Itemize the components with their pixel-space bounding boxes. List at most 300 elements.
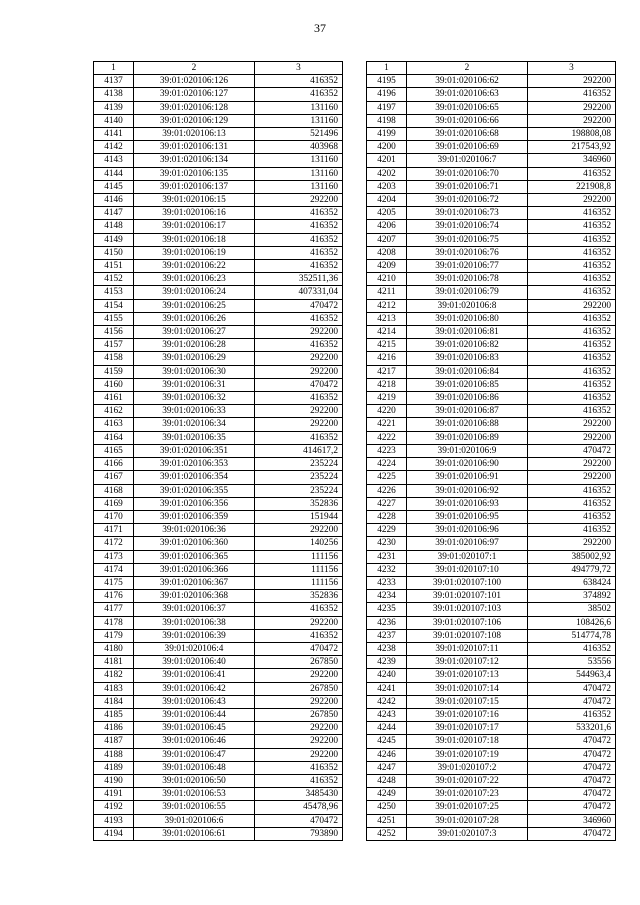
row-number-cell: 4161 — [94, 392, 134, 405]
cadastral-number-cell: 39:01:020106:126 — [134, 75, 255, 88]
cadastral-number-cell: 39:01:020107:18 — [407, 735, 528, 748]
cadastral-number-cell: 39:01:020106:61 — [134, 827, 255, 840]
table-row — [94, 708, 343, 721]
row-number-cell: 4179 — [94, 629, 134, 642]
table-row — [367, 128, 616, 141]
row-number-cell: 4219 — [367, 392, 407, 405]
table-row — [367, 827, 616, 840]
cadastral-number-cell: 39:01:020107:1 — [407, 550, 528, 563]
table-row — [367, 180, 616, 193]
table-row — [367, 312, 616, 325]
cadastral-number-cell: 39:01:020106:65 — [407, 101, 528, 114]
table-row — [367, 682, 616, 695]
table-row — [94, 537, 343, 550]
value-cell: 292200 — [528, 418, 616, 431]
value-cell: 416352 — [528, 510, 616, 523]
value-cell: 416352 — [528, 497, 616, 510]
value-cell: 470472 — [528, 735, 616, 748]
row-number-cell: 4181 — [94, 656, 134, 669]
table-row — [367, 497, 616, 510]
value-cell: 470472 — [528, 695, 616, 708]
cadastral-number-cell: 39:01:020106:33 — [134, 405, 255, 418]
table-row — [367, 563, 616, 576]
cadastral-number-cell: 39:01:020106:43 — [134, 695, 255, 708]
cadastral-number-cell: 39:01:020106:70 — [407, 167, 528, 180]
cadastral-number-cell: 39:01:020106:84 — [407, 365, 528, 378]
row-number-cell: 4217 — [367, 365, 407, 378]
table-row — [367, 444, 616, 457]
row-number-cell: 4147 — [94, 207, 134, 220]
cadastral-number-cell: 39:01:020106:42 — [134, 682, 255, 695]
value-cell: 416352 — [528, 378, 616, 391]
cadastral-number-cell: 39:01:020106:137 — [134, 180, 255, 193]
row-number-cell: 4190 — [94, 774, 134, 787]
value-cell: 470472 — [528, 788, 616, 801]
cadastral-number-cell: 39:01:020107:3 — [407, 827, 528, 840]
table-row — [367, 458, 616, 471]
row-number-cell: 4242 — [367, 695, 407, 708]
cadastral-number-cell: 39:01:020106:79 — [407, 286, 528, 299]
cadastral-number-cell: 39:01:020106:6 — [134, 814, 255, 827]
table-row — [367, 326, 616, 339]
row-number-cell: 4150 — [94, 246, 134, 259]
cadastral-number-cell: 39:01:020106:31 — [134, 378, 255, 391]
row-number-cell: 4168 — [94, 484, 134, 497]
table-row — [94, 286, 343, 299]
row-number-cell: 4212 — [367, 299, 407, 312]
value-cell: 494779,72 — [528, 563, 616, 576]
cadastral-number-cell: 39:01:020106:13 — [134, 128, 255, 141]
table-row — [367, 471, 616, 484]
row-number-cell: 4145 — [94, 180, 134, 193]
table-row — [367, 616, 616, 629]
value-cell: 267850 — [255, 708, 343, 721]
row-number-cell: 4191 — [94, 788, 134, 801]
cadastral-number-cell: 39:01:020107:28 — [407, 814, 528, 827]
value-cell: 111156 — [255, 563, 343, 576]
table-row — [367, 722, 616, 735]
table-row — [94, 629, 343, 642]
cadastral-number-cell: 39:01:020107:14 — [407, 682, 528, 695]
cadastral-number-cell: 39:01:020107:16 — [407, 708, 528, 721]
row-number-cell: 4158 — [94, 352, 134, 365]
value-cell: 416352 — [528, 88, 616, 101]
value-cell: 533201,6 — [528, 722, 616, 735]
table-row — [94, 418, 343, 431]
table-row — [367, 246, 616, 259]
row-number-cell: 4235 — [367, 603, 407, 616]
cadastral-number-cell: 39:01:020107:25 — [407, 801, 528, 814]
value-cell: 3485430 — [255, 788, 343, 801]
cadastral-number-cell: 39:01:020106:131 — [134, 141, 255, 154]
cadastral-number-cell: 39:01:020106:366 — [134, 563, 255, 576]
row-number-cell: 4167 — [94, 471, 134, 484]
table-row — [367, 75, 616, 88]
table-row — [94, 497, 343, 510]
cadastral-number-cell: 39:01:020106:80 — [407, 312, 528, 325]
row-number-cell: 4200 — [367, 141, 407, 154]
table-row — [94, 471, 343, 484]
cadastral-number-cell: 39:01:020106:26 — [134, 312, 255, 325]
table-row — [94, 603, 343, 616]
row-number-cell: 4221 — [367, 418, 407, 431]
row-number-cell: 4209 — [367, 260, 407, 273]
row-number-cell: 4244 — [367, 722, 407, 735]
value-cell: 416352 — [528, 524, 616, 537]
cadastral-number-cell: 39:01:020107:12 — [407, 656, 528, 669]
table-row — [94, 312, 343, 325]
value-cell: 470472 — [255, 378, 343, 391]
cadastral-number-cell: 39:01:020106:91 — [407, 471, 528, 484]
table-row — [367, 365, 616, 378]
value-cell: 793890 — [255, 827, 343, 840]
cadastral-number-cell: 39:01:020107:101 — [407, 590, 528, 603]
cadastral-number-cell: 39:01:020106:354 — [134, 471, 255, 484]
row-number-cell: 4224 — [367, 458, 407, 471]
table-row — [94, 814, 343, 827]
row-number-cell: 4194 — [94, 827, 134, 840]
row-number-cell: 4174 — [94, 563, 134, 576]
value-cell: 292200 — [255, 669, 343, 682]
value-cell: 108426,6 — [528, 616, 616, 629]
value-cell: 416352 — [528, 365, 616, 378]
value-cell: 470472 — [528, 444, 616, 457]
value-cell: 235224 — [255, 484, 343, 497]
row-number-cell: 4249 — [367, 788, 407, 801]
table-row — [94, 524, 343, 537]
table-row — [94, 616, 343, 629]
table-row — [94, 801, 343, 814]
value-cell: 416352 — [255, 207, 343, 220]
table-row — [367, 735, 616, 748]
table-row — [367, 629, 616, 642]
table-row — [367, 748, 616, 761]
value-cell: 131160 — [255, 167, 343, 180]
table-row — [367, 207, 616, 220]
cadastral-number-cell: 39:01:020106:351 — [134, 444, 255, 457]
row-number-cell: 4139 — [94, 101, 134, 114]
row-number-cell: 4155 — [94, 312, 134, 325]
value-cell: 352836 — [255, 497, 343, 510]
cadastral-number-cell: 39:01:020106:360 — [134, 537, 255, 550]
table-row — [94, 642, 343, 655]
row-number-cell: 4170 — [94, 510, 134, 523]
value-cell: 346960 — [528, 814, 616, 827]
row-number-cell: 4141 — [94, 128, 134, 141]
table-row — [94, 656, 343, 669]
table-row — [94, 405, 343, 418]
cadastral-number-cell: 39:01:020107:19 — [407, 748, 528, 761]
cadastral-number-cell: 39:01:020106:22 — [134, 260, 255, 273]
value-cell: 416352 — [528, 220, 616, 233]
cadastral-number-cell: 39:01:020107:103 — [407, 603, 528, 616]
value-cell: 544963,4 — [528, 669, 616, 682]
table-row — [94, 114, 343, 127]
value-cell: 414617,2 — [255, 444, 343, 457]
value-cell: 416352 — [528, 260, 616, 273]
value-cell: 416352 — [255, 431, 343, 444]
table-row — [367, 418, 616, 431]
table-row — [94, 141, 343, 154]
row-number-cell: 4144 — [94, 167, 134, 180]
value-cell: 292200 — [528, 75, 616, 88]
row-number-cell: 4208 — [367, 246, 407, 259]
row-number-cell: 4143 — [94, 154, 134, 167]
cadastral-number-cell: 39:01:020106:29 — [134, 352, 255, 365]
cadastral-number-cell: 39:01:020106:35 — [134, 431, 255, 444]
row-number-cell: 4152 — [94, 273, 134, 286]
table-row — [94, 246, 343, 259]
table-row — [94, 273, 343, 286]
row-number-cell: 4223 — [367, 444, 407, 457]
cadastral-number-cell: 39:01:020106:62 — [407, 75, 528, 88]
value-cell: 292200 — [255, 352, 343, 365]
value-cell: 217543,92 — [528, 141, 616, 154]
row-number-cell: 4164 — [94, 431, 134, 444]
table-row — [94, 669, 343, 682]
value-cell: 416352 — [255, 392, 343, 405]
table-row — [367, 405, 616, 418]
row-number-cell: 4172 — [94, 537, 134, 550]
value-cell: 416352 — [255, 75, 343, 88]
table-row — [367, 761, 616, 774]
row-number-cell: 4156 — [94, 326, 134, 339]
value-cell: 416352 — [255, 233, 343, 246]
column-header: 3 — [255, 62, 343, 75]
row-number-cell: 4246 — [367, 748, 407, 761]
cadastral-number-cell: 39:01:020107:10 — [407, 563, 528, 576]
row-number-cell: 4176 — [94, 590, 134, 603]
row-number-cell: 4153 — [94, 286, 134, 299]
cadastral-table-left — [93, 61, 343, 841]
cadastral-number-cell: 39:01:020106:46 — [134, 735, 255, 748]
value-cell: 374892 — [528, 590, 616, 603]
cadastral-number-cell: 39:01:020106:134 — [134, 154, 255, 167]
value-cell: 416352 — [255, 603, 343, 616]
table-row — [94, 695, 343, 708]
row-number-cell: 4193 — [94, 814, 134, 827]
row-number-cell: 4241 — [367, 682, 407, 695]
cadastral-number-cell: 39:01:020107:2 — [407, 761, 528, 774]
table-row — [367, 524, 616, 537]
table-row — [94, 761, 343, 774]
value-cell: 292200 — [255, 365, 343, 378]
value-cell: 470472 — [528, 801, 616, 814]
row-number-cell: 4213 — [367, 312, 407, 325]
row-number-cell: 4149 — [94, 233, 134, 246]
cadastral-number-cell: 39:01:020107:108 — [407, 629, 528, 642]
value-cell: 292200 — [528, 537, 616, 550]
cadastral-number-cell: 39:01:020107:15 — [407, 695, 528, 708]
cadastral-number-cell: 39:01:020106:4 — [134, 642, 255, 655]
table-row — [367, 669, 616, 682]
table-row — [367, 260, 616, 273]
cadastral-number-cell: 39:01:020106:85 — [407, 378, 528, 391]
cadastral-number-cell: 39:01:020106:24 — [134, 286, 255, 299]
cadastral-number-cell: 39:01:020106:367 — [134, 576, 255, 589]
cadastral-number-cell: 39:01:020106:353 — [134, 458, 255, 471]
value-cell: 111156 — [255, 576, 343, 589]
value-cell: 416352 — [528, 233, 616, 246]
table-row — [94, 128, 343, 141]
value-cell: 521496 — [255, 128, 343, 141]
table-row — [94, 682, 343, 695]
table-row — [367, 101, 616, 114]
cadastral-number-cell: 39:01:020106:87 — [407, 405, 528, 418]
row-number-cell: 4173 — [94, 550, 134, 563]
value-cell: 385002,92 — [528, 550, 616, 563]
row-number-cell: 4169 — [94, 497, 134, 510]
value-cell: 416352 — [528, 286, 616, 299]
table-row — [367, 352, 616, 365]
value-cell: 292200 — [528, 114, 616, 127]
table-row — [367, 286, 616, 299]
table-row — [94, 378, 343, 391]
cadastral-number-cell: 39:01:020106:18 — [134, 233, 255, 246]
table-row — [94, 101, 343, 114]
cadastral-number-cell: 39:01:020106:92 — [407, 484, 528, 497]
row-number-cell: 4220 — [367, 405, 407, 418]
cadastral-number-cell: 39:01:020106:55 — [134, 801, 255, 814]
value-cell: 292200 — [255, 722, 343, 735]
row-number-cell: 4185 — [94, 708, 134, 721]
row-number-cell: 4203 — [367, 180, 407, 193]
value-cell: 470472 — [528, 761, 616, 774]
table-row — [94, 510, 343, 523]
table-row — [94, 590, 343, 603]
value-cell: 403968 — [255, 141, 343, 154]
cadastral-number-cell: 39:01:020106:68 — [407, 128, 528, 141]
cadastral-number-cell: 39:01:020106:81 — [407, 326, 528, 339]
cadastral-number-cell: 39:01:020106:45 — [134, 722, 255, 735]
cadastral-number-cell: 39:01:020106:74 — [407, 220, 528, 233]
row-number-cell: 4216 — [367, 352, 407, 365]
row-number-cell: 4192 — [94, 801, 134, 814]
row-number-cell: 4247 — [367, 761, 407, 774]
row-number-cell: 4233 — [367, 576, 407, 589]
cadastral-number-cell: 39:01:020106:96 — [407, 524, 528, 537]
table-row — [367, 510, 616, 523]
row-number-cell: 4138 — [94, 88, 134, 101]
cadastral-number-cell: 39:01:020106:69 — [407, 141, 528, 154]
row-number-cell: 4165 — [94, 444, 134, 457]
row-number-cell: 4222 — [367, 431, 407, 444]
column-header: 2 — [134, 62, 255, 75]
cadastral-number-cell: 39:01:020106:47 — [134, 748, 255, 761]
cadastral-number-cell: 39:01:020106:359 — [134, 510, 255, 523]
value-cell: 416352 — [255, 220, 343, 233]
row-number-cell: 4226 — [367, 484, 407, 497]
value-cell: 131160 — [255, 114, 343, 127]
value-cell: 292200 — [255, 748, 343, 761]
cadastral-number-cell: 39:01:020106:66 — [407, 114, 528, 127]
value-cell: 638424 — [528, 576, 616, 589]
cadastral-number-cell: 39:01:020106:82 — [407, 339, 528, 352]
value-cell: 416352 — [255, 246, 343, 259]
value-cell: 38502 — [528, 603, 616, 616]
value-cell: 221908,8 — [528, 180, 616, 193]
cadastral-number-cell: 39:01:020106:89 — [407, 431, 528, 444]
table-row — [94, 563, 343, 576]
cadastral-number-cell: 39:01:020106:73 — [407, 207, 528, 220]
row-number-cell: 4196 — [367, 88, 407, 101]
value-cell: 470472 — [528, 748, 616, 761]
row-number-cell: 4234 — [367, 590, 407, 603]
value-cell: 111156 — [255, 550, 343, 563]
table-row — [94, 392, 343, 405]
table-row — [367, 220, 616, 233]
table-row — [94, 233, 343, 246]
value-cell: 470472 — [528, 774, 616, 787]
row-number-cell: 4178 — [94, 616, 134, 629]
value-cell: 352511,36 — [255, 273, 343, 286]
table-row — [367, 167, 616, 180]
table-row — [367, 550, 616, 563]
page-number: 37 — [314, 21, 326, 35]
cadastral-number-cell: 39:01:020106:90 — [407, 458, 528, 471]
table-row — [367, 576, 616, 589]
table-row — [367, 88, 616, 101]
value-cell: 470472 — [528, 827, 616, 840]
table-row — [94, 365, 343, 378]
row-number-cell: 4245 — [367, 735, 407, 748]
cadastral-number-cell: 39:01:020106:77 — [407, 260, 528, 273]
row-number-cell: 4160 — [94, 378, 134, 391]
table-row — [367, 431, 616, 444]
row-number-cell: 4183 — [94, 682, 134, 695]
cadastral-number-cell: 39:01:020106:8 — [407, 299, 528, 312]
table-row — [94, 88, 343, 101]
row-number-cell: 4237 — [367, 629, 407, 642]
cadastral-number-cell: 39:01:020106:88 — [407, 418, 528, 431]
table-row — [94, 827, 343, 840]
table-row — [94, 458, 343, 471]
row-number-cell: 4140 — [94, 114, 134, 127]
row-number-cell: 4142 — [94, 141, 134, 154]
row-number-cell: 4175 — [94, 576, 134, 589]
row-number-cell: 4154 — [94, 299, 134, 312]
cadastral-number-cell: 39:01:020106:97 — [407, 537, 528, 550]
value-cell: 416352 — [528, 392, 616, 405]
table-row — [94, 299, 343, 312]
row-number-cell: 4162 — [94, 405, 134, 418]
value-cell: 292200 — [255, 616, 343, 629]
table-row — [94, 576, 343, 589]
cadastral-number-cell: 39:01:020106:48 — [134, 761, 255, 774]
cadastral-number-cell: 39:01:020106:19 — [134, 246, 255, 259]
value-cell: 416352 — [528, 246, 616, 259]
value-cell: 514774,78 — [528, 629, 616, 642]
table-row — [367, 537, 616, 550]
value-cell: 416352 — [255, 761, 343, 774]
value-cell: 292200 — [528, 431, 616, 444]
cadastral-number-cell: 39:01:020106:38 — [134, 616, 255, 629]
cadastral-number-cell: 39:01:020107:22 — [407, 774, 528, 787]
value-cell: 352836 — [255, 590, 343, 603]
table-row — [94, 180, 343, 193]
table-row — [367, 801, 616, 814]
cadastral-number-cell: 39:01:020106:37 — [134, 603, 255, 616]
value-cell: 416352 — [255, 774, 343, 787]
cadastral-number-cell: 39:01:020106:27 — [134, 326, 255, 339]
value-cell: 470472 — [255, 642, 343, 655]
column-header: 1 — [94, 62, 134, 75]
value-cell: 292200 — [255, 418, 343, 431]
value-cell: 416352 — [528, 339, 616, 352]
row-number-cell: 4177 — [94, 603, 134, 616]
value-cell: 416352 — [255, 629, 343, 642]
row-number-cell: 4250 — [367, 801, 407, 814]
